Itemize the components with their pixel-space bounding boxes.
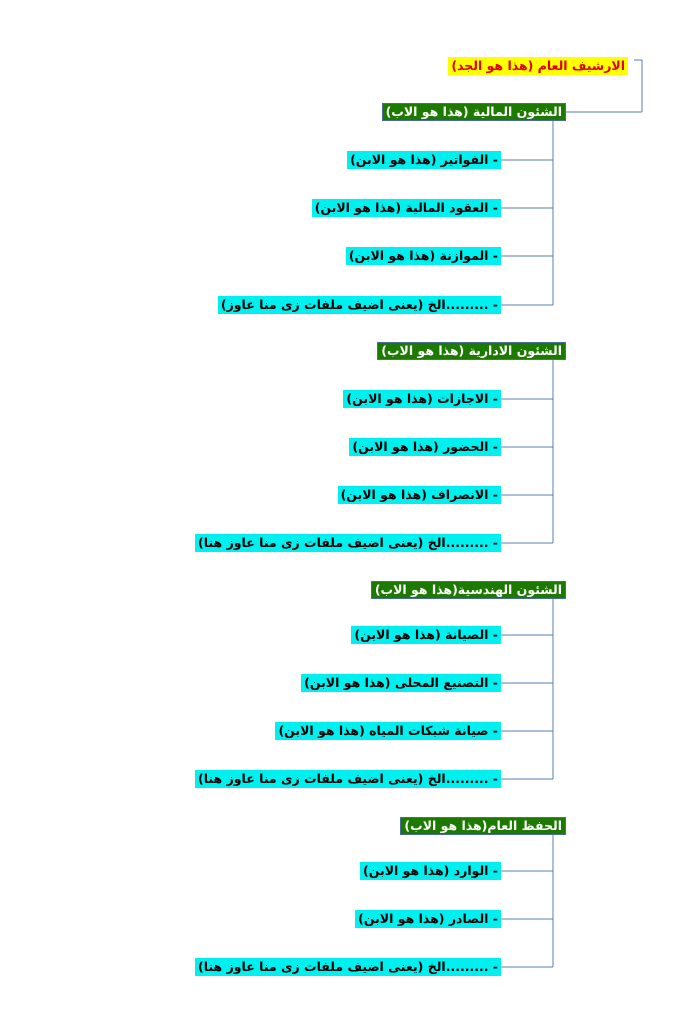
child-node: - .........الخ (يعنى اضيف ملفات زى منا عاوز) [218,296,501,314]
child-node: - الحضور (هذا هو الابن) [349,438,501,456]
child-node: - العقود المالية (هذا هو الابن) [312,199,501,217]
child-node: - .........الخ (يعنى اضيف ملفات زى منا عاوز هنا) [195,534,501,552]
parent-node-2: الشئون الادارية (هذا هو الاب) [377,342,566,360]
child-node: - الاجازات (هذا هو الابن) [343,390,501,408]
child-node: - الموازنة (هذا هو الابن) [346,247,501,265]
child-node: - التصنيع المحلى (هذا هو الابن) [301,674,501,692]
child-node: - الانصراف (هذا هو الابن) [338,486,501,504]
parent-node-1: الشئون المالية (هذا هو الاب) [382,103,566,121]
parent-node-4: الحفظ العام(هذا هو الاب) [400,817,566,835]
child-node: - الصادر (هذا هو الابن) [355,910,501,928]
root-node-grandparent: الارشيف العام (هذا هو الجد) [448,57,628,75]
child-node: - الصيانة (هذا هو الابن) [351,626,501,644]
child-node: - صيانة شبكات المياه (هذا هو الابن) [275,722,501,740]
child-node: - .........الخ (يعنى اضيف ملفات زى منا عاوز هنا) [195,958,501,976]
child-node: - .........الخ (يعنى اضيف ملفات زى منا عاوز هنا) [195,770,501,788]
child-node: - الوارد (هذا هو الابن) [360,862,501,880]
child-node: - الفواتير (هذا هو الابن) [347,151,501,169]
parent-node-3: الشئون الهندسية(هذا هو الاب) [371,581,566,599]
